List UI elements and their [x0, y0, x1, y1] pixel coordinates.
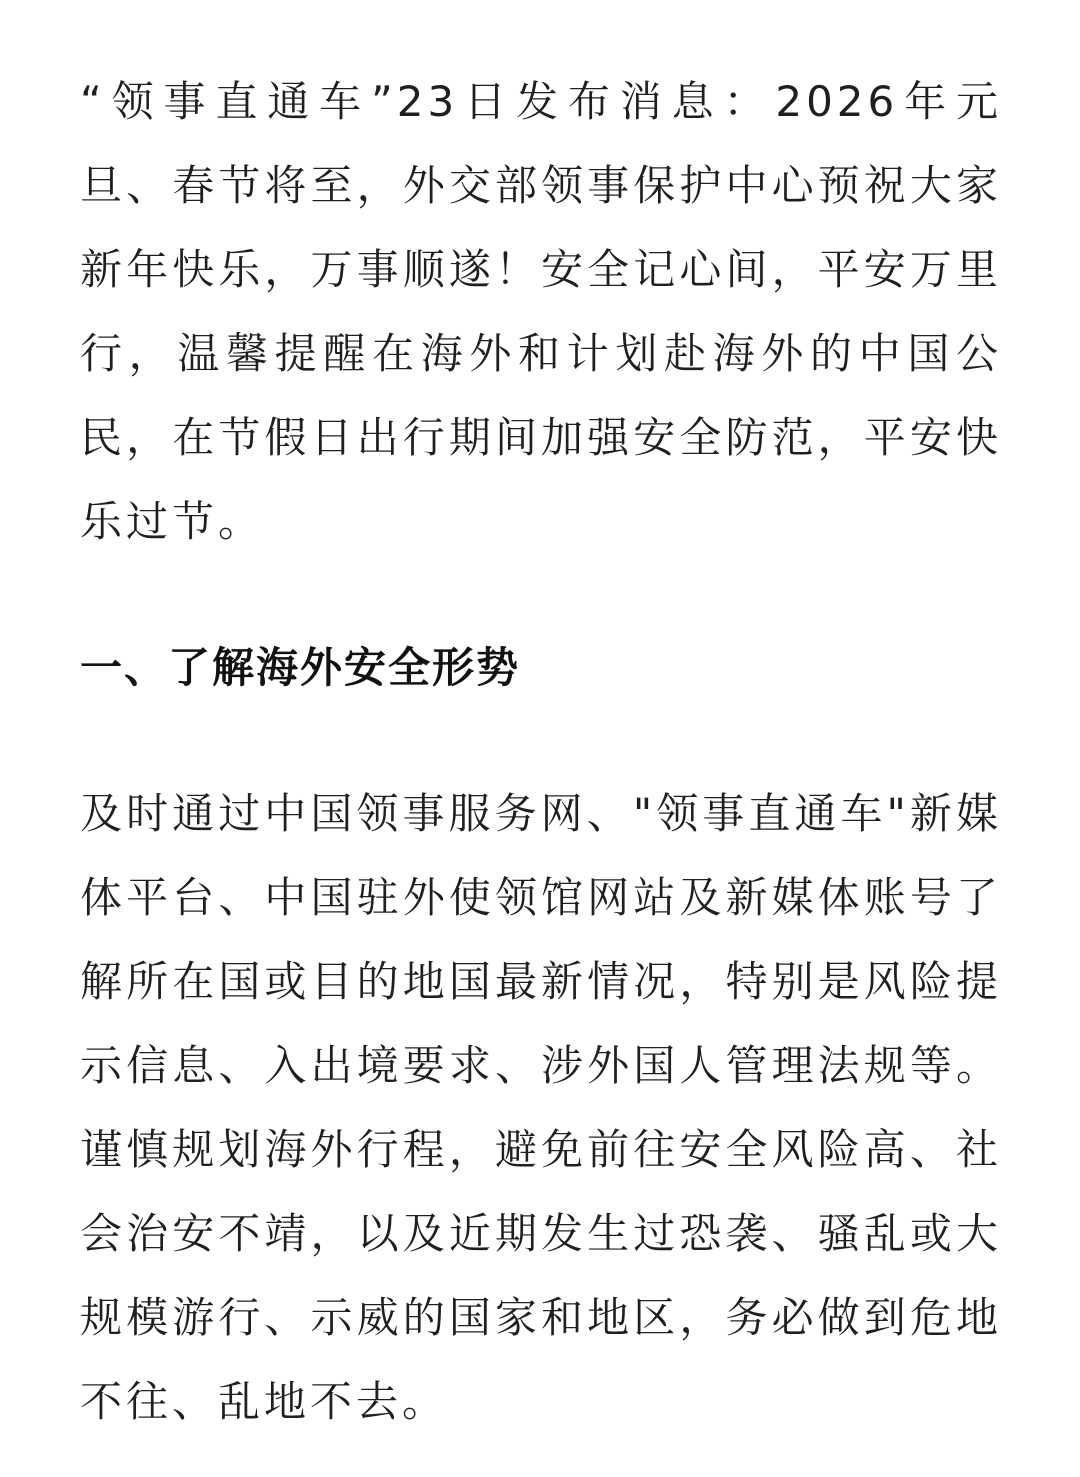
- intro-paragraph: “领事直通车”23日发布消息：2026年元旦、春节将至，外交部领事保护中心预祝大家新年快乐，万事顺遂！安全记心间，平安万里行，温馨提醒在海外和计划赴海外的中国公民，在节假日出行期间加强安全防范，平安快乐过节。: [80, 77, 1002, 546]
- section-body-paragraph: 及时通过中国领事服务网、"领事直通车"新媒体平台、中国驻外使领馆网站及新媒体账号了解所在国或目的地国最新情况，特别是风险提示信息、入出境要求、涉外国人管理法规等。谨慎规划海外行程，避免前往安全风险高、社会治安不靖，以及近期发生过恐袭、骚乱或大规模游行、示威的国家和地区，务必做到危地不往、乱地不去。: [80, 789, 1002, 1426]
- section-heading: 一、了解海外安全形势: [80, 643, 521, 692]
- article-body: [80, 60, 1002, 1444]
